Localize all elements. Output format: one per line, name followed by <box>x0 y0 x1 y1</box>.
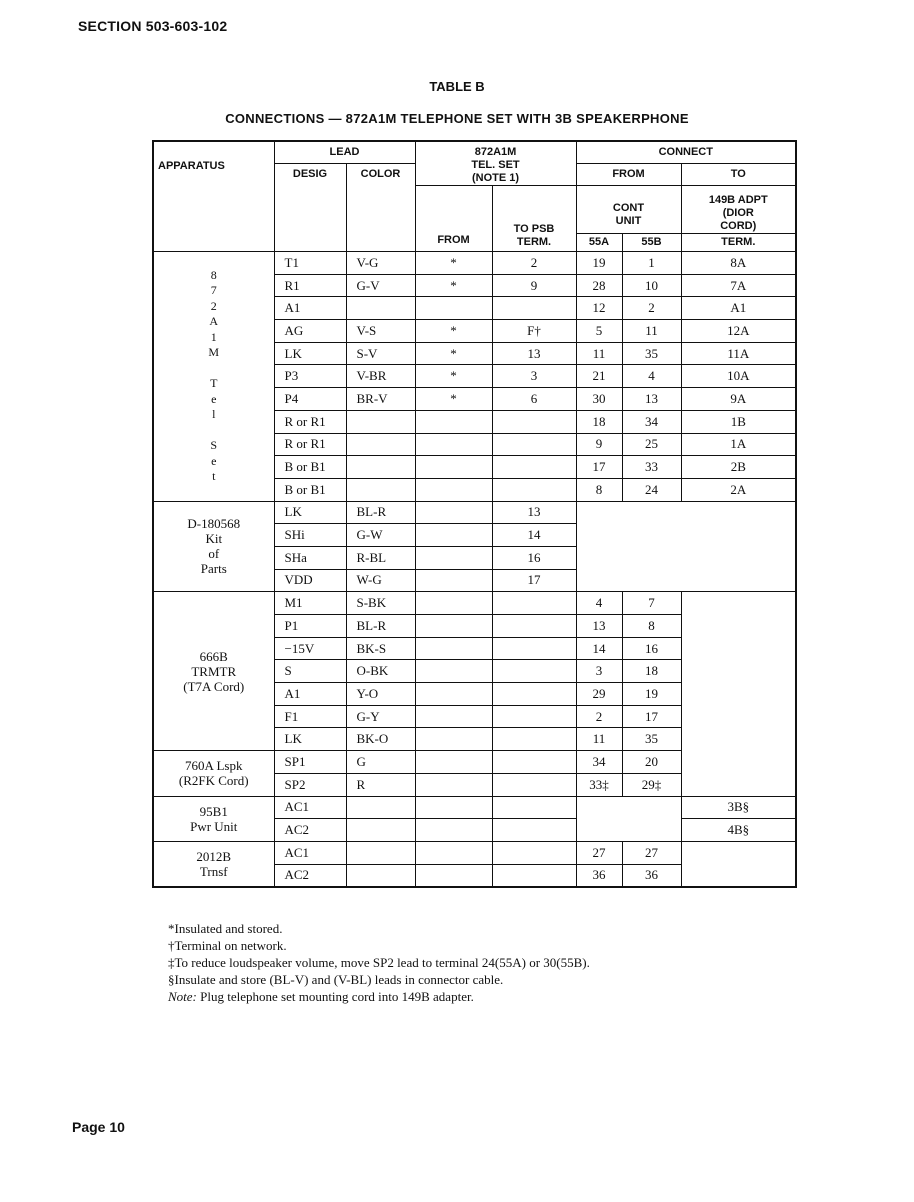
cell-color: V-BR <box>346 365 415 388</box>
cell-to-psb <box>492 478 576 501</box>
cell-color: O-BK <box>346 660 415 683</box>
cell-55b: 34 <box>622 410 681 433</box>
cell-term: 3B§ <box>681 796 796 819</box>
cell-color: BK-S <box>346 637 415 660</box>
cell-to-psb <box>492 864 576 887</box>
cell-55a: 34 <box>576 751 622 774</box>
page-number: Page 10 <box>72 1119 125 1135</box>
cell-55a <box>576 796 681 841</box>
cell-from <box>415 705 492 728</box>
cell-desig: AC2 <box>274 819 346 842</box>
cell-term: 10A <box>681 365 796 388</box>
cell-desig: P1 <box>274 615 346 638</box>
table-row <box>153 841 796 864</box>
cell-from <box>415 751 492 774</box>
cell-term: 12A <box>681 320 796 343</box>
footnote-insulate-leads: §Insulate and store (BL-V) and (V-BL) leads in connector cable. <box>168 972 504 987</box>
cell-55a: 27 <box>576 841 622 864</box>
cell-desig: SP1 <box>274 751 346 774</box>
footnote-reduce-volume: ‡To reduce loudspeaker volume, move SP2 lead to terminal 24(55A) or 30(55B). <box>168 955 590 970</box>
cell-color <box>346 297 415 320</box>
cell-55b: 11 <box>622 320 681 343</box>
cell-color: G-W <box>346 524 415 547</box>
cell-from <box>415 524 492 547</box>
cell-55b: 20 <box>622 751 681 774</box>
header-55a: 55A <box>576 234 622 252</box>
cell-55b: 4 <box>622 365 681 388</box>
cell-desig: S <box>274 660 346 683</box>
cell-55b: 18 <box>622 660 681 683</box>
connections-table <box>152 140 797 888</box>
cell-55a: 8 <box>576 478 622 501</box>
cell-color: S-V <box>346 342 415 365</box>
note-label: Note: <box>168 989 197 1004</box>
cell-color <box>346 456 415 479</box>
cell-55a: 11 <box>576 728 622 751</box>
cell-from <box>415 683 492 706</box>
cell-to-psb <box>492 819 576 842</box>
cell-color: V-G <box>346 252 415 275</box>
cell-color: G-Y <box>346 705 415 728</box>
cell-color: V-S <box>346 320 415 343</box>
cell-color: G-V <box>346 274 415 297</box>
cell-term: 2A <box>681 478 796 501</box>
cell-term: 8A <box>681 252 796 275</box>
cell-from: * <box>415 342 492 365</box>
header-color: COLOR <box>346 163 415 252</box>
table-row <box>153 592 796 615</box>
cell-55b: 25 <box>622 433 681 456</box>
header-connect: CONNECT <box>576 141 796 163</box>
cell-desig: B or B1 <box>274 478 346 501</box>
cell-desig: B or B1 <box>274 456 346 479</box>
header-149b-adpt: 149B ADPT (DIOR CORD) <box>681 186 796 234</box>
cell-from <box>415 864 492 887</box>
cell-desig: AC1 <box>274 796 346 819</box>
cell-55a: 17 <box>576 456 622 479</box>
cell-color <box>346 796 415 819</box>
cell-55b: 27 <box>622 841 681 864</box>
cell-desig: LK <box>274 501 346 524</box>
apparatus-lspk: 760A Lspk (R2FK Cord) <box>153 751 274 796</box>
apparatus-trnsf: 2012B Trnsf <box>153 841 274 887</box>
cell-55b: 35 <box>622 342 681 365</box>
cell-from <box>415 773 492 796</box>
header-tel-set: 872A1M TEL. SET (NOTE 1) <box>415 141 576 186</box>
cell-55b: 10 <box>622 274 681 297</box>
cell-color: S-BK <box>346 592 415 615</box>
cell-to-psb <box>492 705 576 728</box>
cell-term <box>681 841 796 887</box>
cell-55b: 36 <box>622 864 681 887</box>
cell-from: * <box>415 365 492 388</box>
cell-color <box>346 819 415 842</box>
cell-55a: 29 <box>576 683 622 706</box>
cell-55b: 8 <box>622 615 681 638</box>
cell-color: R-BL <box>346 546 415 569</box>
cell-desig: P3 <box>274 365 346 388</box>
cell-to-psb <box>492 773 576 796</box>
cell-from <box>415 478 492 501</box>
cell-to-psb: 13 <box>492 342 576 365</box>
header-cont-unit: CONT UNIT <box>576 186 681 234</box>
cell-55a: 36 <box>576 864 622 887</box>
cell-color: R <box>346 773 415 796</box>
cell-to-psb: 9 <box>492 274 576 297</box>
cell-55a: 3 <box>576 660 622 683</box>
footnote-terminal: †Terminal on network. <box>168 938 287 953</box>
cell-desig: SHi <box>274 524 346 547</box>
cell-55a: 4 <box>576 592 622 615</box>
cell-to-psb <box>492 683 576 706</box>
cell-desig: R1 <box>274 274 346 297</box>
cell-to-psb: 3 <box>492 365 576 388</box>
cell-to-psb <box>492 796 576 819</box>
cell-to-psb <box>492 615 576 638</box>
cell-term <box>681 592 796 796</box>
cell-55a <box>576 501 796 592</box>
cell-to-psb: 13 <box>492 501 576 524</box>
cell-55b: 35 <box>622 728 681 751</box>
cell-from: * <box>415 274 492 297</box>
cell-55a: 28 <box>576 274 622 297</box>
cell-color: BR-V <box>346 388 415 411</box>
cell-to-psb <box>492 637 576 660</box>
header-to-psb: TO PSB TERM. <box>492 186 576 252</box>
cell-from <box>415 637 492 660</box>
cell-from <box>415 433 492 456</box>
header-lead: LEAD <box>274 141 415 163</box>
header-connect-from: FROM <box>576 163 681 186</box>
cell-desig: LK <box>274 342 346 365</box>
table-subtitle: CONNECTIONS — 872A1M TELEPHONE SET WITH 3B SPEAKERPHONE <box>225 111 689 126</box>
cell-to-psb <box>492 660 576 683</box>
cell-from <box>415 841 492 864</box>
cell-to-psb: F† <box>492 320 576 343</box>
apparatus-pwr: 95B1 Pwr Unit <box>153 796 274 841</box>
cell-desig: R or R1 <box>274 433 346 456</box>
cell-desig: P4 <box>274 388 346 411</box>
cell-55b: 16 <box>622 637 681 660</box>
cell-color: W-G <box>346 569 415 592</box>
cell-color: BL-R <box>346 501 415 524</box>
cell-55a: 12 <box>576 297 622 320</box>
cell-desig: AC2 <box>274 864 346 887</box>
table-row <box>153 501 796 524</box>
cell-desig: M1 <box>274 592 346 615</box>
cell-from <box>415 819 492 842</box>
header-from: FROM <box>415 186 492 252</box>
cell-to-psb <box>492 433 576 456</box>
note-text: Plug telephone set mounting cord into 149B adapter. <box>196 989 474 1004</box>
cell-term: 7A <box>681 274 796 297</box>
cell-desig: LK <box>274 728 346 751</box>
cell-55b: 24 <box>622 478 681 501</box>
cell-color <box>346 841 415 864</box>
cell-from <box>415 410 492 433</box>
cell-to-psb <box>492 456 576 479</box>
cell-to-psb <box>492 592 576 615</box>
cell-55b: 7 <box>622 592 681 615</box>
cell-55a: 30 <box>576 388 622 411</box>
cell-from <box>415 297 492 320</box>
cell-color: G <box>346 751 415 774</box>
cell-from <box>415 569 492 592</box>
cell-55a: 13 <box>576 615 622 638</box>
header-apparatus: APPARATUS <box>153 141 274 252</box>
cell-55a: 33‡ <box>576 773 622 796</box>
header-to: TO <box>681 163 796 186</box>
cell-desig: SP2 <box>274 773 346 796</box>
table-row <box>153 252 796 275</box>
cell-to-psb <box>492 728 576 751</box>
cell-desig: AC1 <box>274 841 346 864</box>
cell-to-psb <box>492 410 576 433</box>
cell-55b: 19 <box>622 683 681 706</box>
header-desig: DESIG <box>274 163 346 252</box>
cell-desig: A1 <box>274 297 346 320</box>
cell-to-psb <box>492 751 576 774</box>
apparatus-trmtr: 666B TRMTR (T7A Cord) <box>153 592 274 751</box>
cell-from <box>415 728 492 751</box>
cell-from <box>415 501 492 524</box>
cell-desig: AG <box>274 320 346 343</box>
cell-desig: R or R1 <box>274 410 346 433</box>
cell-55a: 11 <box>576 342 622 365</box>
cell-from <box>415 546 492 569</box>
cell-term: 4B§ <box>681 819 796 842</box>
cell-color: Y-O <box>346 683 415 706</box>
cell-term: 9A <box>681 388 796 411</box>
header-55b: 55B <box>622 234 681 252</box>
cell-color: BK-O <box>346 728 415 751</box>
cell-desig: T1 <box>274 252 346 275</box>
cell-to-psb: 6 <box>492 388 576 411</box>
table-title: TABLE B <box>429 79 485 94</box>
cell-from: * <box>415 252 492 275</box>
footnote-note <box>168 988 590 1005</box>
cell-55a: 2 <box>576 705 622 728</box>
cell-55b: 17 <box>622 705 681 728</box>
cell-to-psb <box>492 297 576 320</box>
cell-to-psb: 17 <box>492 569 576 592</box>
cell-term: A1 <box>681 297 796 320</box>
cell-term: 1A <box>681 433 796 456</box>
cell-55b: 33 <box>622 456 681 479</box>
cell-to-psb <box>492 841 576 864</box>
cell-color <box>346 478 415 501</box>
cell-to-psb: 16 <box>492 546 576 569</box>
cell-55b: 2 <box>622 297 681 320</box>
cell-term: 11A <box>681 342 796 365</box>
cell-desig: −15V <box>274 637 346 660</box>
cell-55b: 29‡ <box>622 773 681 796</box>
table-row <box>153 796 796 819</box>
section-header: SECTION 503-603-102 <box>78 18 228 34</box>
cell-55a: 21 <box>576 365 622 388</box>
cell-from <box>415 592 492 615</box>
table-body <box>153 252 796 888</box>
cell-to-psb: 2 <box>492 252 576 275</box>
cell-from: * <box>415 388 492 411</box>
cell-from <box>415 615 492 638</box>
cell-color: BL-R <box>346 615 415 638</box>
footnote-insulated: *Insulated and stored. <box>168 921 283 936</box>
cell-desig: VDD <box>274 569 346 592</box>
cell-55a: 14 <box>576 637 622 660</box>
cell-55a: 5 <box>576 320 622 343</box>
cell-desig: F1 <box>274 705 346 728</box>
cell-term: 2B <box>681 456 796 479</box>
cell-color <box>346 410 415 433</box>
header-term: TERM. <box>681 234 796 252</box>
cell-55a: 19 <box>576 252 622 275</box>
cell-from <box>415 796 492 819</box>
cell-color <box>346 864 415 887</box>
cell-from <box>415 660 492 683</box>
cell-55a: 18 <box>576 410 622 433</box>
cell-from: * <box>415 320 492 343</box>
apparatus-tel-set: 8 7 2 A 1 M T e l S e t <box>153 252 274 502</box>
cell-desig: SHa <box>274 546 346 569</box>
cell-55b: 1 <box>622 252 681 275</box>
cell-color <box>346 433 415 456</box>
cell-55a: 9 <box>576 433 622 456</box>
cell-term: 1B <box>681 410 796 433</box>
cell-55b: 13 <box>622 388 681 411</box>
cell-to-psb: 14 <box>492 524 576 547</box>
footnotes <box>168 920 590 1005</box>
apparatus-kit: D-180568 Kit of Parts <box>153 501 274 592</box>
cell-desig: A1 <box>274 683 346 706</box>
cell-from <box>415 456 492 479</box>
